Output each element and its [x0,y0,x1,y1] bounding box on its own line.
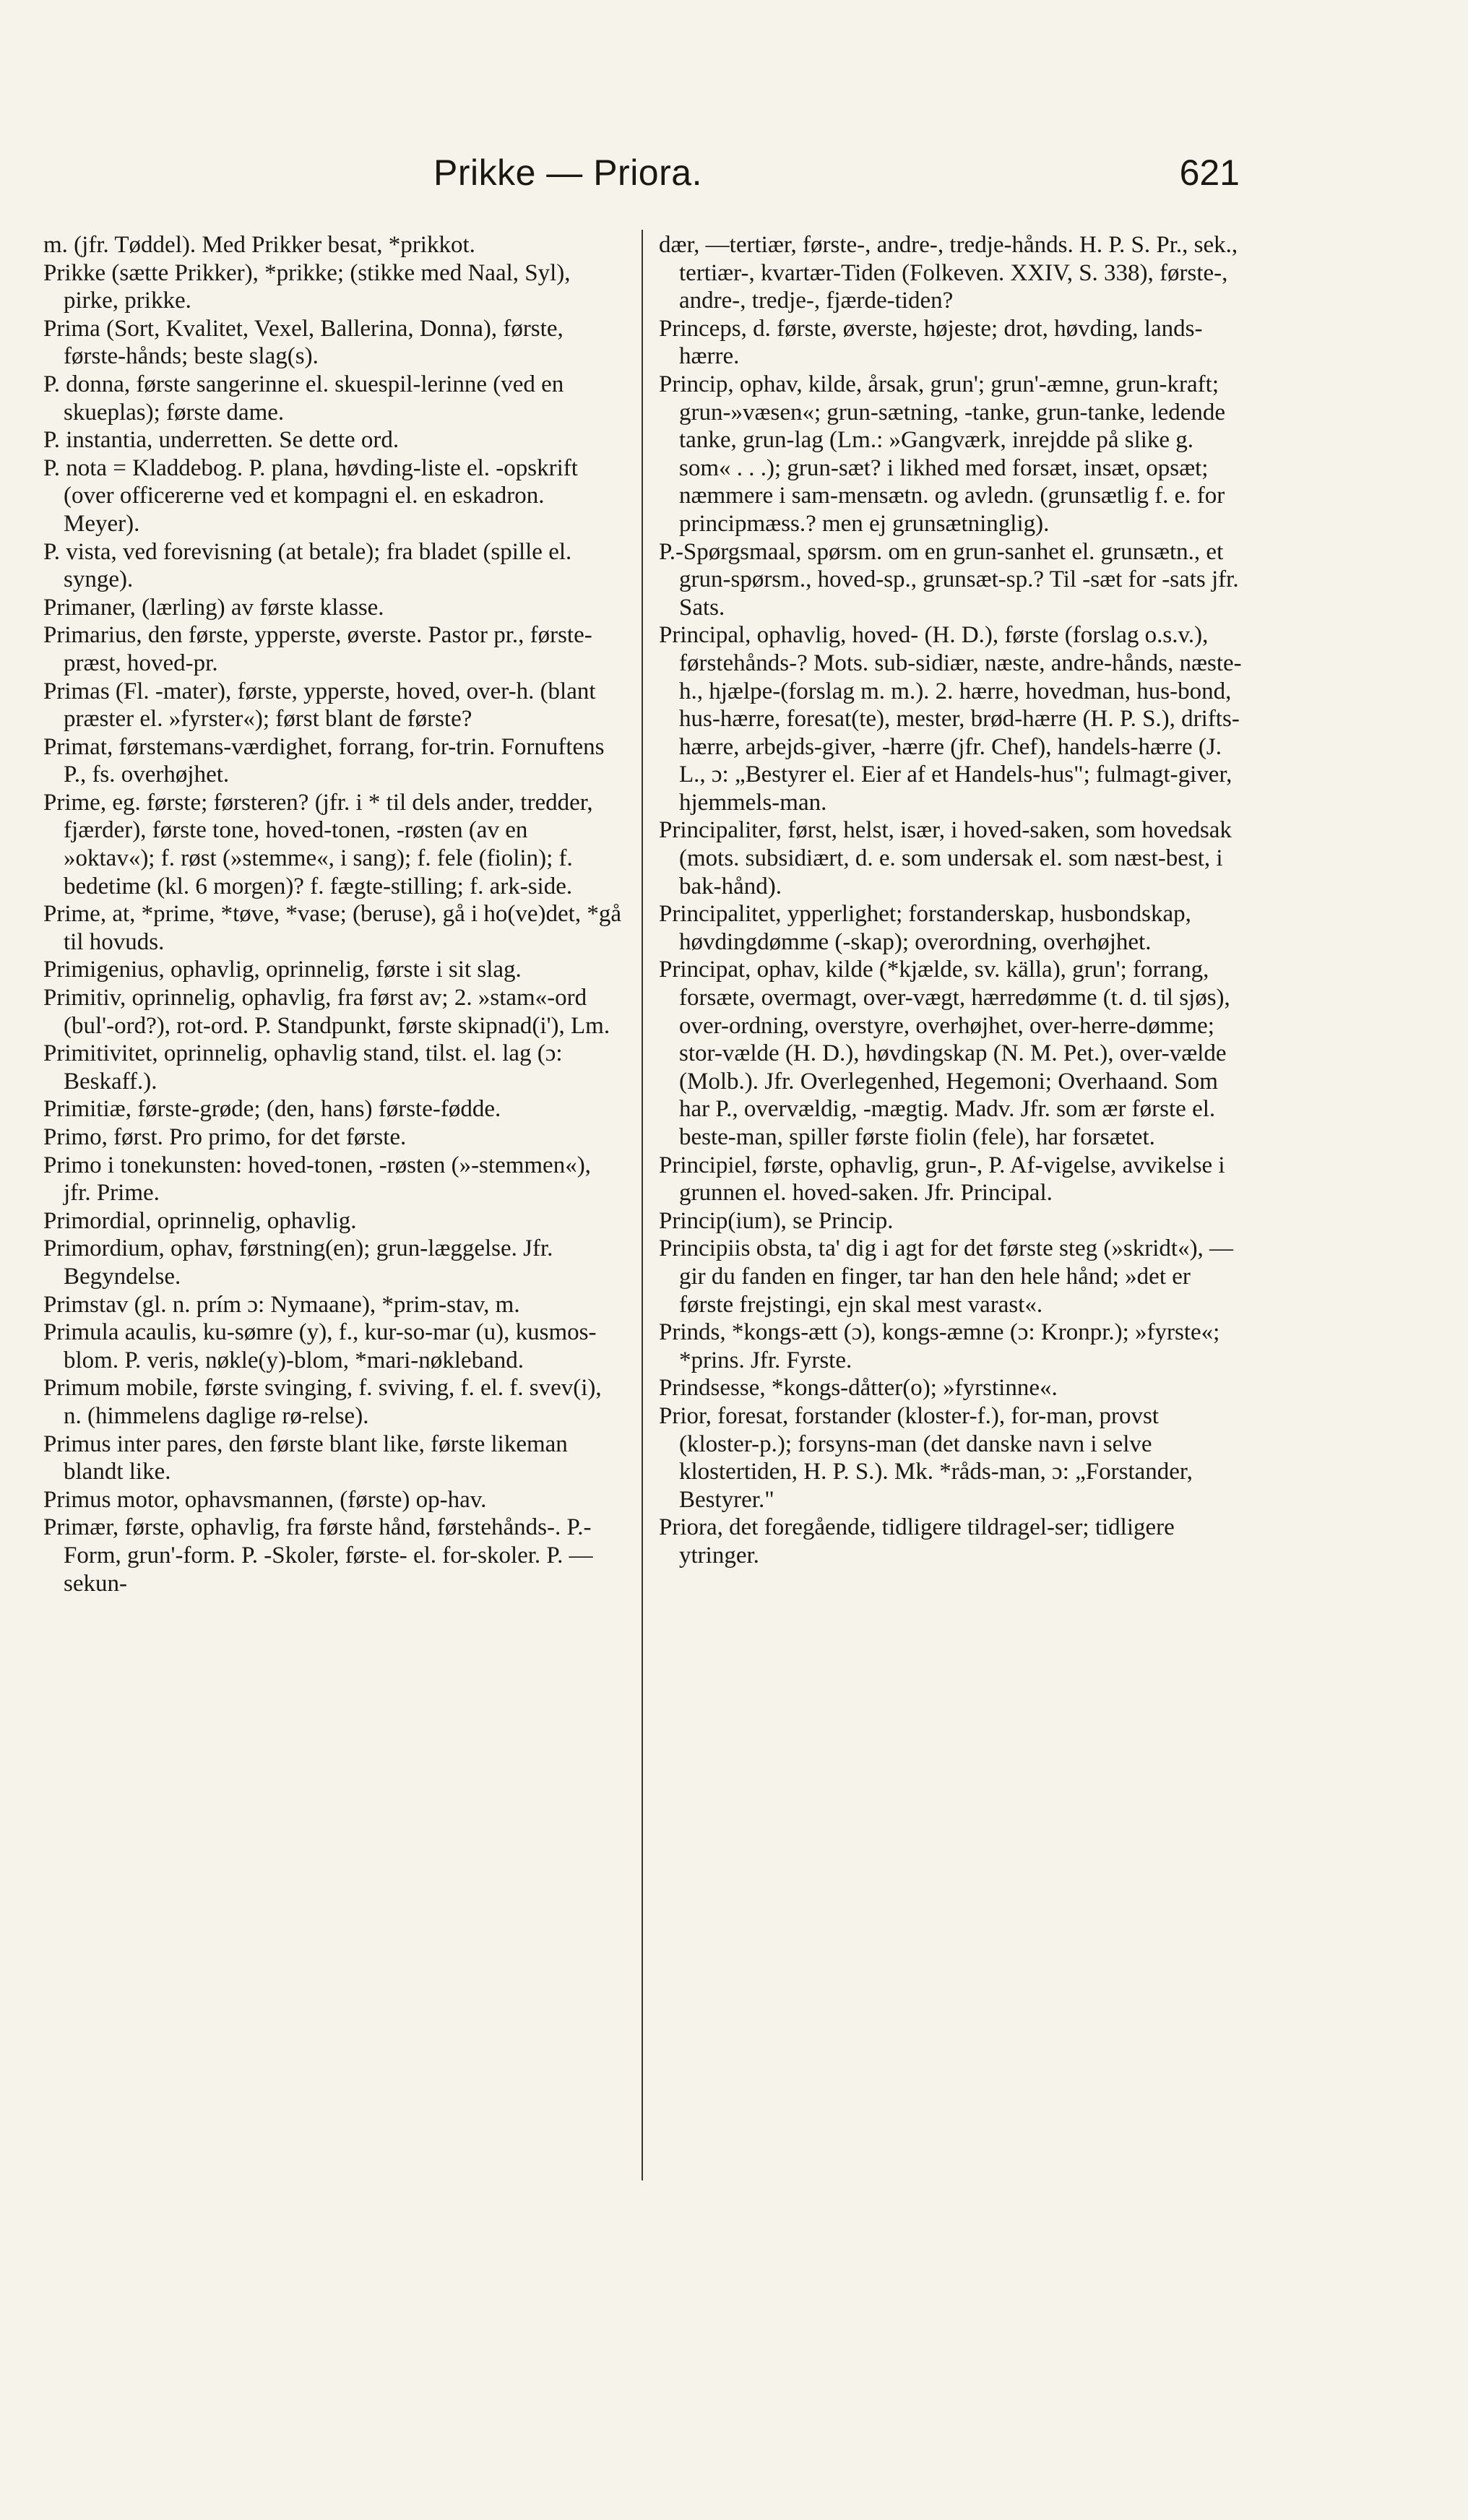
dictionary-entry: Primas (Fl. -mater), første, ypperste, hoved, over-h. (blant præster el. »fyrster«); først blant de første? [43,678,596,733]
dictionary-entry: Principalitet, ypperlighet; forstanderskap, husbondskap, høvdingdømme (-skap); overordning, overhøjhet. [659,901,1191,955]
dictionary-entry: Princip(ium), se Princip. [659,1207,894,1234]
dictionary-entry: Prima (Sort, Kvalitet, Vexel, Ballerina, Donna), første, første-hånds; beste slag(s). [43,315,564,370]
dictionary-entry: P. instantia, underretten. Se dette ord. [43,427,400,454]
dictionary-entry: Primo i tonekunsten: hoved-tonen, -røsten (»-stemmen«), jfr. Prime. [43,1152,591,1207]
dictionary-entry: Priora, det foregående, tidligere tildragel-ser; tidligere ytringer. [659,1514,1175,1568]
running-head: Prikke — Priora. [433,152,702,193]
dictionary-entry: Prior, foresat, forstander (kloster-f.), for-man, provst (kloster-p.); forsyns-man (det danske navn i selve klostertiden, H. P. S.). Mk. *råds-man, ɔ: „Forstander, Bestyrer." [659,1402,1193,1513]
dictionary-entry: P. vista, ved forevisning (at betale); fra bladet (spille el. synge). [43,538,572,593]
dictionary-entry: Principat, ophav, kilde (*kjælde, sv. källa), grun'; forrang, forsæte, overmagt, over-vægt, hærredømme (t. d. til sjøs), over-ordning, overstyre, overhøjhet, over-herre-dømme; stor-vælde (H. D.), høvdingskap (N. M. Pet.), over-vælde (Molb.). Jfr. Overlegenhed, Hegemoni; Overhaand. Som har P., overvældig, -mægtig. Madv. Jfr. som ær første el. beste-man, spiller første fiolin (fele), har forsætet. [659,957,1230,1150]
dictionary-entry: Primigenius, ophavlig, oprinnelig, første i sit slag. [43,957,522,983]
dictionary-entry: Primstav (gl. n. prím ɔ: Nymaane), *prim-stav, m. [43,1291,520,1318]
dictionary-entry: P.-Spørgsmaal, spørsm. om en grun-sanhet el. grunsætn., et grun-spørsm., hoved-sp., grunsæt-sp.? Til -sæt for -sats jfr. Sats. [659,538,1239,621]
dictionary-entry: P. donna, første sangerinne el. skuespil-lerinne (ved en skueplas); første dame. [43,371,564,426]
dictionary-entry: Prime, at, *prime, *tøve, *vase; (beruse), gå i ho(ve)det, *gå til hovuds. [43,901,621,955]
dictionary-entry: Principiel, første, ophavlig, grun-, P. Af-vigelse, avvikelse i grunnen el. hoved-saken. Jfr. Principal. [659,1152,1225,1207]
dictionary-entry: Prikke (sætte Prikker), *prikke; (stikke med Naal, Syl), pirke, prikke. [43,259,571,314]
dictionary-entry: Principaliter, først, helst, især, i hoved-saken, som hovedsak (mots. subsidiært, d. e. som undersak el. som næst-best, i bak-hånd). [659,817,1232,899]
right-column [659,231,1244,1570]
dictionary-entry: Principiis obsta, ta' dig i agt for det første steg (»skridt«), — gir du fanden en finger, tar han den hele hånd; »det er første frejstingi, ejn skal mest varast«. [659,1235,1234,1318]
dictionary-entry: Primo, først. Pro primo, for det første. [43,1124,407,1150]
dictionary-entry: Principal, ophavlig, hoved- (H. D.), første (forslag o.s.v.), førstehånds-? Mots. sub-sidiær, næste, andre-hånds, næste-h., hjælpe-(forslag m. m.). 2. hærre, hovedman, hus-bond, hus-hærre, foresat(te), mester, brød-hærre (H. P. S.), drifts-hærre, arbejds-giver, -hærre (jfr. Chef), handels-hærre (J. L., ɔ: „Bestyrer el. Eier af et Handels-hus"; fulmagt-giver, hjemmels-man. [659,622,1242,816]
dictionary-entry: Primula acaulis, ku-sømre (y), f., kur-so-mar (u), kusmos-blom. P. veris, nøkle(y)-blom, *mari-nøkleband. [43,1319,597,1373]
dictionary-entry: Prinds, *kongs-ætt (ɔ), kongs-æmne (ɔ: Kronpr.); »fyrste«; *prins. Jfr. Fyrste. [659,1319,1220,1373]
dictionary-entry: Primus motor, ophavsmannen, (første) op-hav. [43,1486,487,1513]
dictionary-entry: Princeps, d. første, øverste, højeste; drot, høvding, lands-hærre. [659,315,1203,370]
dictionary-entry: Primaner, (lærling) av første klasse. [43,594,384,621]
dictionary-entry: Primordial, oprinnelig, ophavlig. [43,1207,357,1234]
dictionary-entry: Princip, ophav, kilde, årsak, grun'; grun'-æmne, grun-kraft; grun-»væsen«; grun-sætning, -tanke, grun-tanke, ledende tanke, grun-lag (Lm.: »Gangværk, inrejdde på slike g. som« . . .); grun-sæt? i likhed med forsæt, insæt, opsæt; næmmere i sam-mensætn. og avledn. (grunsætlig f. e. for principmæss.? men ej grunsætninglig). [659,371,1226,537]
dictionary-entry: Primum mobile, første svinging, f. sviving, f. el. f. svev(i), n. (himmelens daglige rø-relse). [43,1375,602,1429]
dictionary-entry: Primus inter pares, den første blant like, første likeman blandt like. [43,1431,568,1485]
dictionary-entry: dær, —tertiær, første-, andre-, tredje-hånds. H. P. S. Pr., sek., tertiær-, kvartær-Tiden (Folkeven. XXIV, S. 338), første-, andre-, tredje-, fjærde-tiden? [659,232,1238,314]
column-divider [642,230,643,2180]
page-header [0,152,1468,217]
dictionary-entry: Primarius, den første, ypperste, øverste. Pastor pr., første-præst, hoved-pr. [43,622,592,676]
dictionary-entry: Prindsesse, *kongs-dåtter(o); »fyrstinne«. [659,1375,1058,1402]
dictionary-entry: Primitiv, oprinnelig, ophavlig, fra først av; 2. »stam«-ord (bul'-ord?), rot-ord. P. Standpunkt, første skipnad(i'), Lm. [43,985,610,1039]
page-number: 621 [1179,152,1240,193]
dictionary-entry: Primordium, ophav, førstning(en); grun-læggelse. Jfr. Begyndelse. [43,1235,553,1290]
dictionary-entry: Primitiæ, første-grøde; (den, hans) første-fødde. [43,1096,501,1123]
dictionary-entry: P. nota = Kladdebog. P. plana, høvding-liste el. -opskrift (over officererne ved et kompagni el. en eskadron. Meyer). [43,454,578,537]
dictionary-entry: Primat, førstemans-værdighet, forrang, for-trin. Fornuftens P., fs. overhøjhet. [43,733,605,788]
dictionary-entry: Prime, eg. første; førsteren? (jfr. i * til dels ander, tredder, fjærder), første tone, hoved-tonen, -røsten (av en »oktav«); f. røst (»stemme«, i sang); f. fele (fiolin); f. bedetime (kl. 6 morgen)? f. fægte-stilling; f. ark-side. [43,789,593,899]
dictionary-entry: Primitivitet, oprinnelig, ophavlig stand, tilst. el. lag (ɔ: Beskaff.). [43,1040,563,1095]
left-column [43,231,621,1597]
dictionary-entry: m. (jfr. Tøddel). Med Prikker besat, *prikkot. [43,232,475,258]
dictionary-entry: Primær, første, ophavlig, fra første hånd, førstehånds-. P.-Form, grun'-form. P. -Skoler, første- el. for-skoler. P. —sekun- [43,1514,593,1597]
